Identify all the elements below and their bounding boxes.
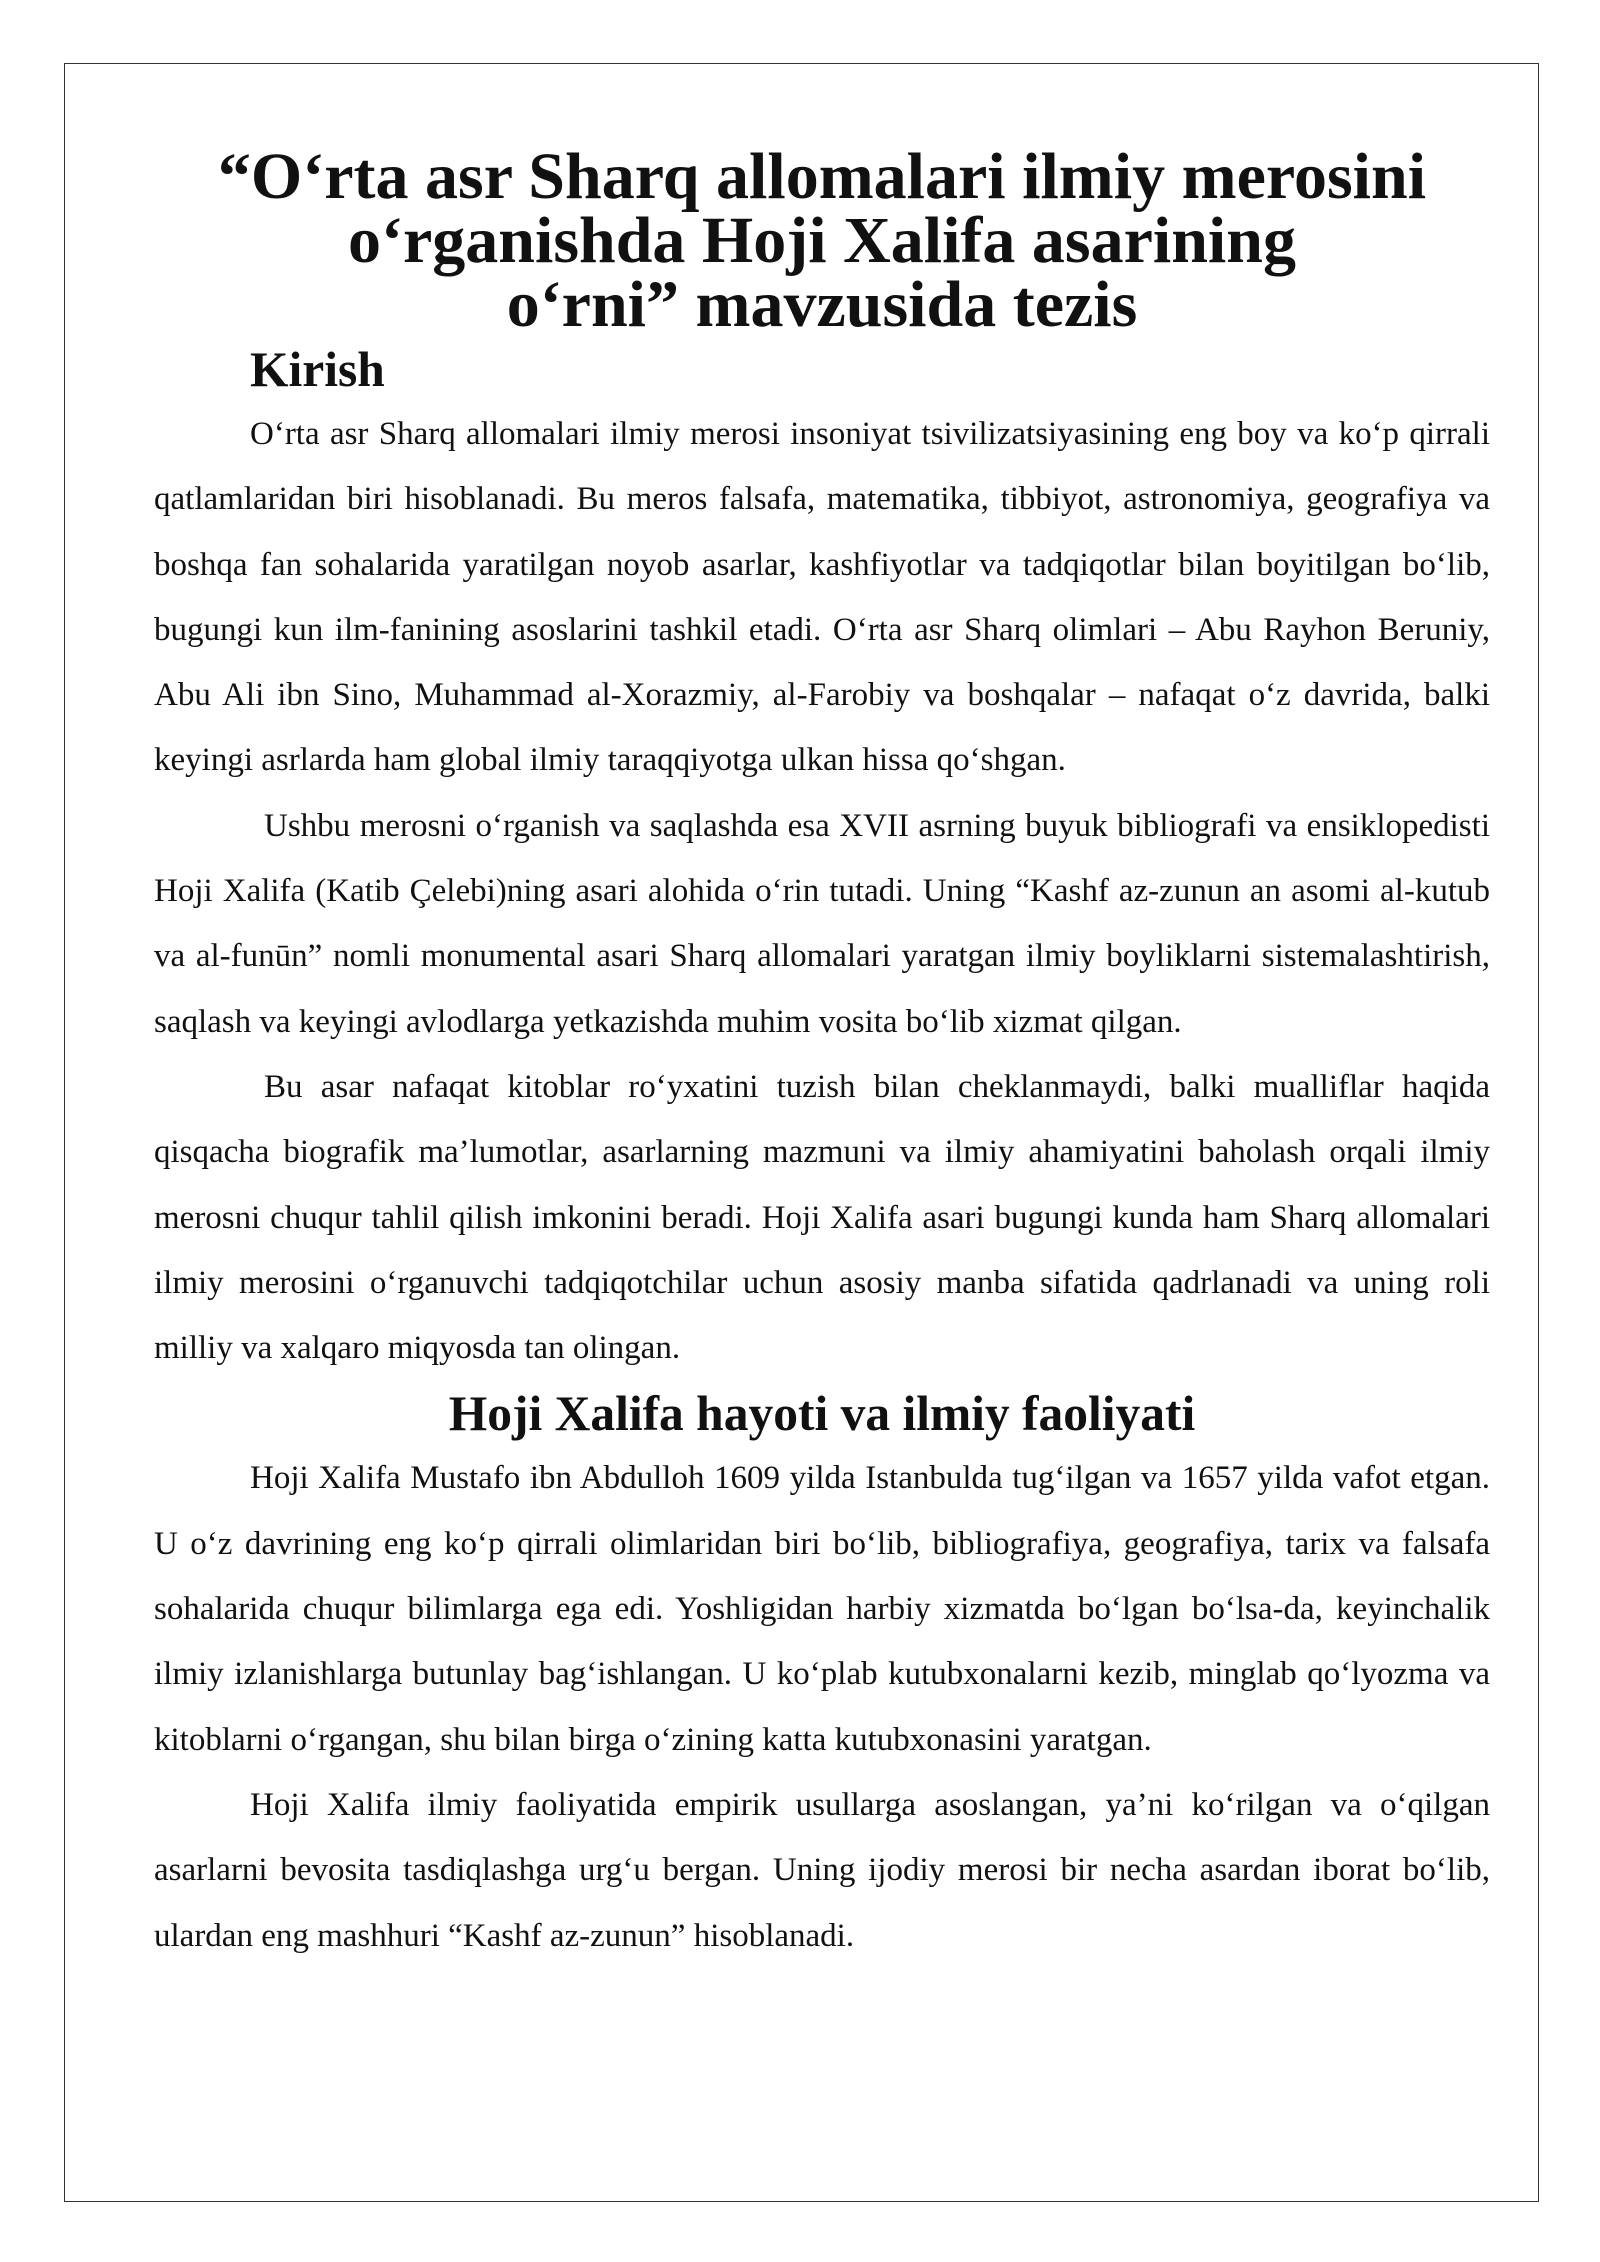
paragraph-2: Ushbu merosni o‘rganish va saqlashda esa XVII asrning buyuk bibliografi va ensiklopedisti Hoji Xalifa (Katib Çelebi)ning asari alohida o‘rin tutadi. Uning “Kashf az-zunun an asomi al-kutub va al-funūn” nomli monumental asari Sharq allomalari yaratgan ilmiy boyliklarni sistemalashtirish, saqlash va keyingi avlodlarga yetkazishda muhim vosita bo‘lib xizmat qilgan. [154, 807, 1490, 1040]
section-heading-introduction: Kirish [250, 342, 385, 397]
paragraph-5: Hoji Xalifa ilmiy faoliyatida empirik usullarga asoslangan, ya’ni ko‘rilgan va o‘qilgan asarlarni bevosita tasdiqlashga urg‘u bergan. Uning ijodiy merosi bir necha asardan iborat bo‘lib, ulardan eng mashhuri “Kashf az-zunun” hisoblanadi. [154, 1786, 1490, 1954]
paragraph-3: Bu asar nafaqat kitoblar ro‘yxatini tuzish bilan cheklanmaydi, balki mualliflar haqida qisqacha biografik ma’lumotlar, asarlarning mazmuni va ilmiy ahamiyatini baholash orqali ilmiy merosni chuqur tahlil qilish imkonini beradi. Hoji Xalifa asari bugungi kunda ham Sharq allomalari ilmiy merosini o‘rganuvchi tadqiqotchilar uchun asosiy manba sifatida qadrlanadi va uning roli milliy va xalqaro miqyosda tan olingan. [154, 1068, 1490, 1367]
title-line-2: o‘rni” mavzusida tezis [506, 268, 1138, 341]
section-heading-biography: Hoji Xalifa hayoti va ilmiy faoliyati [448, 1386, 1196, 1442]
title-line-1: “O‘rta asr Sharq allomalari ilmiy merosini o‘rganishda Hoji Xalifa asarining [217, 140, 1427, 277]
paragraph-1: O‘rta asr Sharq allomalari ilmiy merosi insoniyat tsivilizatsiyasining eng boy va ko‘p qirrali qatlamlaridan biri hisoblanadi. Bu meros falsafa, matematika, tibbiyot, astronomiya, geografiya va boshqa fan sohalarida yaratilgan noyob asarlar, kashfiyotlar va tadqiqotlar bilan boyitilgan bo‘lib, bugungi kun ilm-fanining asoslarini tashkil etadi. O‘rta asr Sharq olimlari – Abu Rayhon Beruniy, Abu Ali ibn Sino, Muhammad al-Xorazmiy, al-Farobiy va boshqalar – nafaqat o‘z davrida, balki keyingi asrlarda ham global ilmiy taraqqiyotga ulkan hissa qo‘shgan. [154, 416, 1490, 779]
document-body [154, 140, 1490, 1969]
paragraph-4: Hoji Xalifa Mustafo ibn Abdulloh 1609 yilda Istanbulda tug‘ilgan va 1657 yilda vafot etgan. U o‘z davrining eng ko‘p qirrali olimlaridan biri bo‘lib, bibliografiya, geografiya, tarix va falsafa sohalarida chuqur bilimlarga ega edi. Yoshligidan harbiy xizmatda bo‘lgan bo‘lsa-da, keyinchalik ilmiy izlanishlarga butunlay bag‘ishlangan. U ko‘plab kutubxonalarni kezib, minglab qo‘lyozma va kitoblarni o‘rgangan, shu bilan birga o‘zining katta kutubxonasini yaratgan. [154, 1460, 1490, 1758]
document-title [154, 140, 1490, 341]
